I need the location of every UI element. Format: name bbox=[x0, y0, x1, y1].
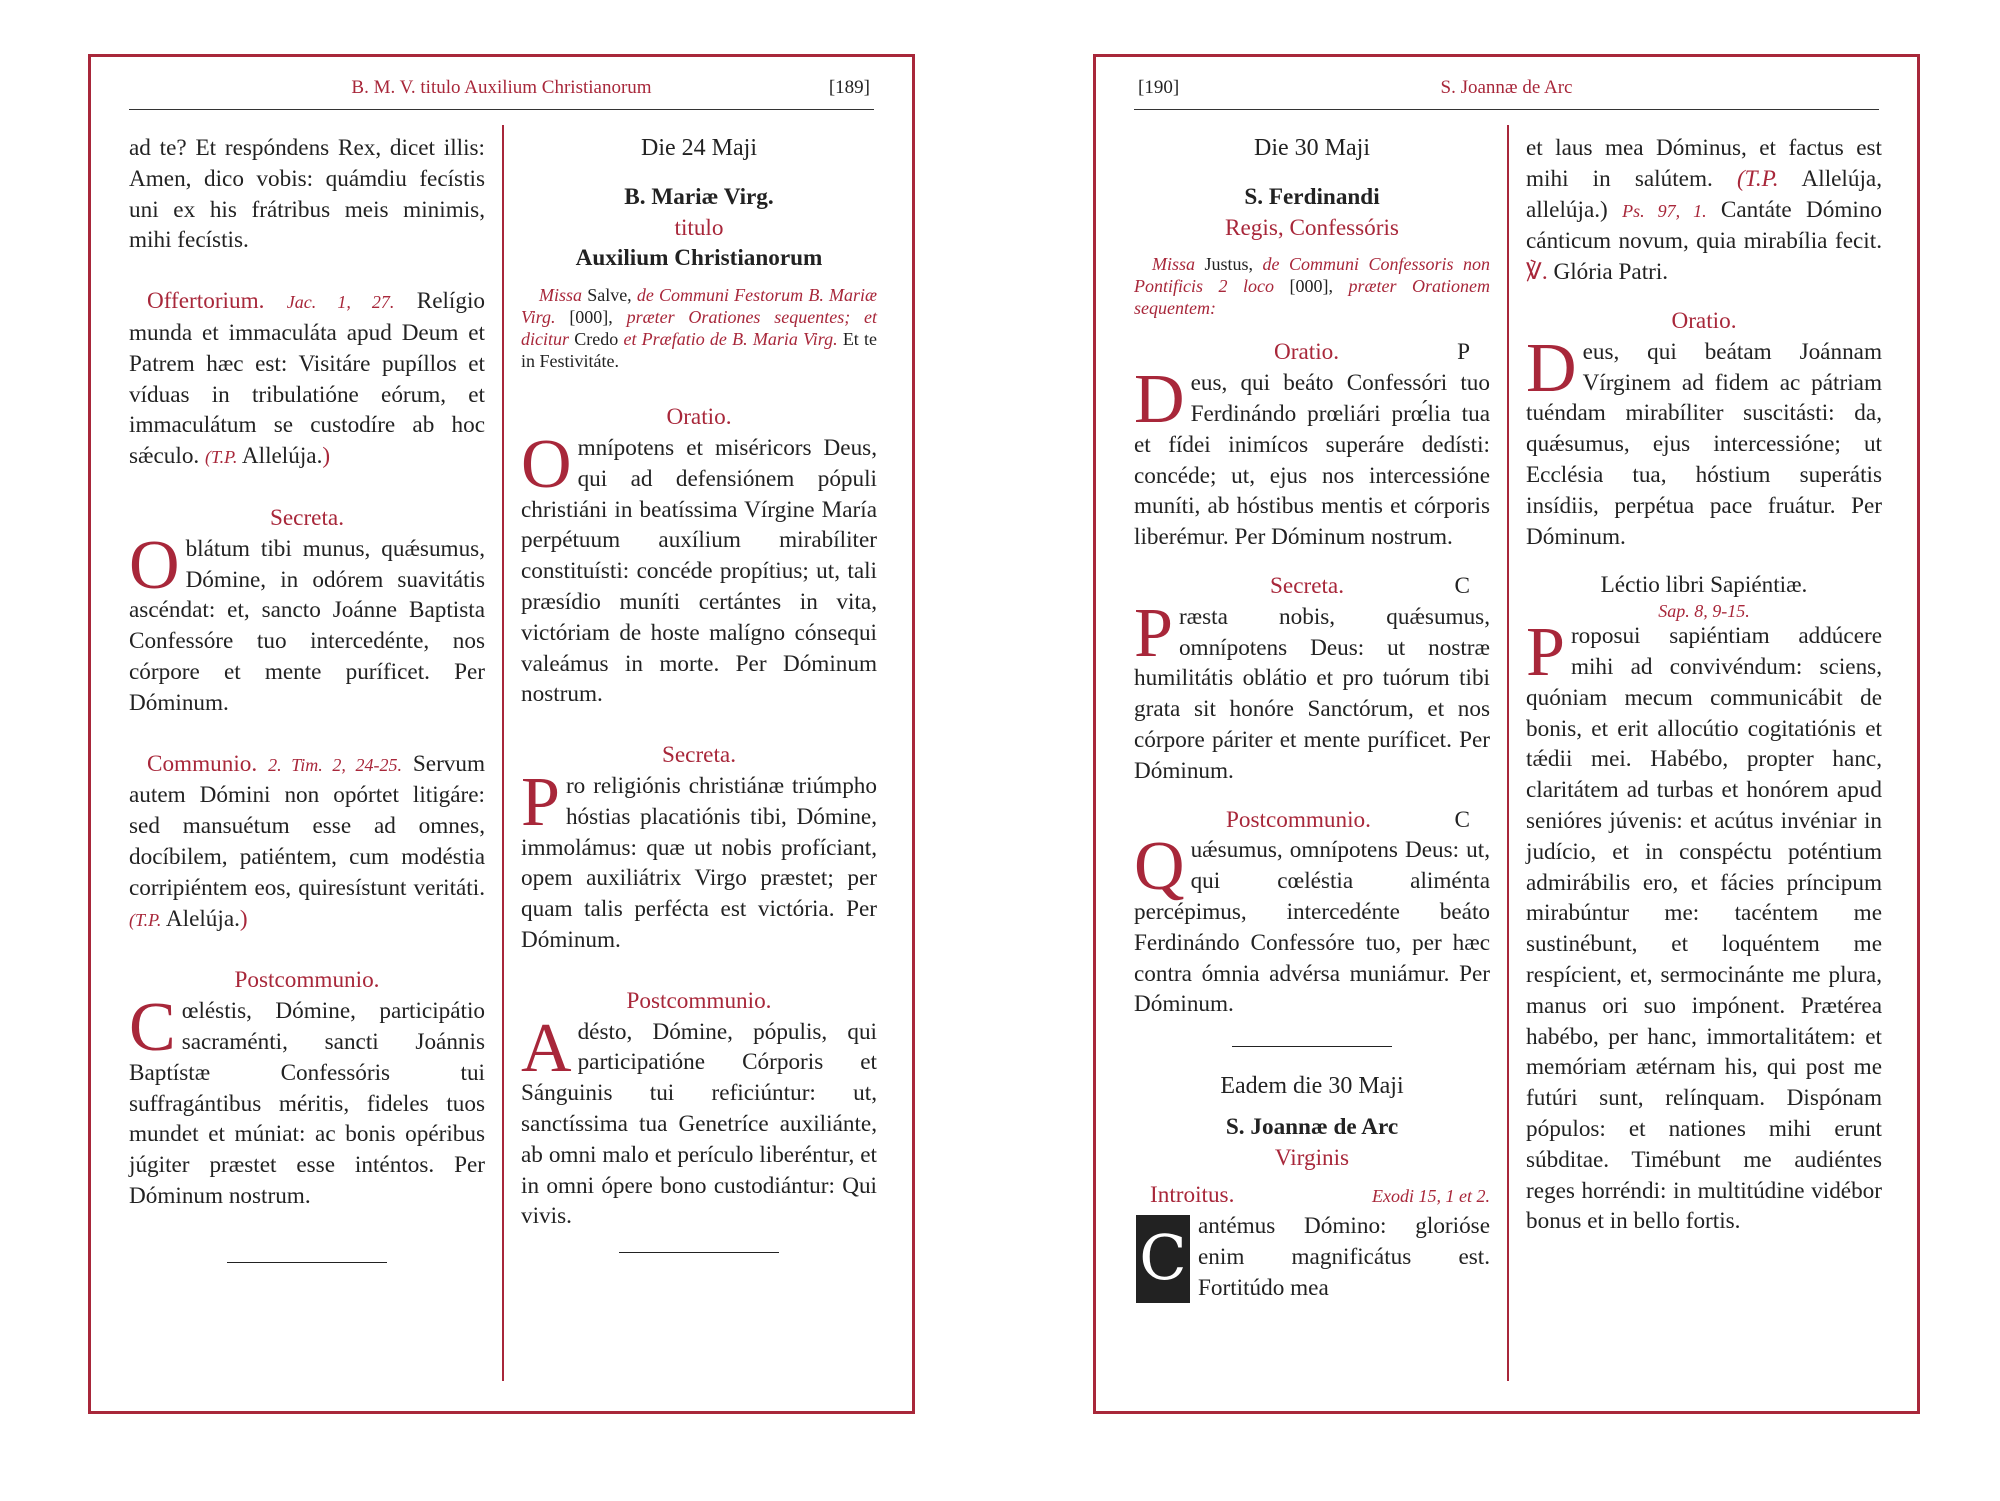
communio-section bbox=[129, 749, 485, 936]
tp-marker: (T.P. bbox=[1736, 165, 1779, 192]
rubric-page-ref: [000], bbox=[569, 307, 613, 328]
lectio-ref: Sap. 8, 9-15. bbox=[1658, 601, 1750, 622]
feast-title: B. Mariæ Virg. bbox=[624, 183, 774, 210]
postcommunio-text: œléstis, Dómine, participátio sacraménti, sancti Joánnis Baptístæ Confessóris tui suffragántibus méritis, fideles tuos mundet et múniat: ac bonis opéribus júgiter præstet esse inténtos. Per Dóminum nostrum. bbox=[129, 998, 485, 1209]
secreta-heading: Secreta. bbox=[1270, 572, 1345, 599]
tp-close: ) bbox=[239, 905, 248, 932]
introitus-continuation bbox=[1526, 133, 1882, 288]
postcommunio-text: désto, Dómine, pópulis, qui participatióne Córporis et Sánguinis tui reficiúntur: ut, sanctíssima tua Genetríce auxiliánte, ab omni malo et perículo liberéntur, et in omni ópere bono custodiántur: Qui vivis. bbox=[521, 1018, 877, 1230]
postcommunio-heading: Postcommunio. bbox=[626, 987, 772, 1014]
oratio-text: mnípotens et miséricors Deus, qui ad defensiónem pópuli christiáni in beatíssima Vírgine María perpétuum auxílium mirabíliter constituísti: concéde propítius; ut, tali præsídio muníti certántes in vita, victóriam de hoste malígno cónsequi valeámus in morte. Per Dóminum nostrum. bbox=[521, 434, 877, 708]
rubric-praeter: præter Orationem sequentem: bbox=[1134, 276, 1491, 319]
offertorium-label: Offertorium. bbox=[147, 288, 265, 315]
drop-cap: Q bbox=[1134, 828, 1185, 906]
tp-alleluia: Allelúja. bbox=[241, 443, 323, 470]
page-header bbox=[129, 67, 874, 110]
drop-cap: D bbox=[1526, 329, 1577, 407]
introitus-text: antémus Dómino: glorióse enim magnificátus est. Fortitúdo mea bbox=[1198, 1213, 1490, 1301]
mass-rubric bbox=[521, 284, 877, 372]
rubric-justus: Justus, bbox=[1204, 254, 1254, 275]
feast-subtitle: Virginis bbox=[1274, 1144, 1350, 1171]
postcommunio-heading-row bbox=[1134, 805, 1490, 836]
feast-title-line3: Auxilium Christianorum bbox=[575, 245, 823, 272]
introitus-heading: Introitus. bbox=[1150, 1181, 1235, 1208]
right-page bbox=[1093, 54, 1920, 1414]
section-end-rule bbox=[227, 1262, 387, 1263]
oratio-heading: Oratio. bbox=[666, 404, 732, 431]
secreta-text: ro religiónis christiánæ triúmpho hóstias placatiónis tibi, Dómine, immolámus: quæ ut nobis profíciant, opem auxiliátrix Virgo præstet; per quam talis perfécta est victória. Per Dóminum. bbox=[521, 772, 877, 953]
drop-cap: P bbox=[521, 763, 560, 841]
oratio-text: eus, qui beáto Confessóri tuo Ferdinándo prœliári prœ́lia tua et fídei inimícos superáre dedísti: concéde; ut, ejus nos intercessióne muníti, ab hóstibus mentis et córporis liberémur. Per Dóminum nostrum. bbox=[1134, 370, 1490, 551]
postcommunio-text-block bbox=[1134, 828, 1490, 1020]
lectio-text: roposui sapiéntiam addúcere mihi ad convivéndum: sciens, quóniam mecum communicábit de bonis, et erit allocútio cogitatiónis et tǽdii mei. Habébo, propter hanc, claritátem ad turbas et honórem apud senióres júvenis: et acútus invéniar in judício, et in conspéctu poténtium admirábilis ero, et fácies príncipum mirabúntur me: tacéntem me sustinébunt, et loquéntem me respícient, et, sermocinánte me plura, manus ori suo impónent. Prætérea habébo, per hanc, immortalitátem: et memóriam ætérnam his, qui post me futúri sunt, relínquam. Dispónam pópulos: et nationes mihi erunt súbditae. Timébunt me audiéntes reges horréndi: in multitúdine vidébor bonus et in bello fortis. bbox=[1526, 623, 1882, 1235]
secreta-heading: Secreta. bbox=[661, 742, 737, 769]
offertorium-ref: Jac. 1, 27. bbox=[286, 292, 395, 313]
tp-alleluia: Allelúja, allelúja.) bbox=[1526, 165, 1882, 223]
tp-close: ) bbox=[322, 443, 331, 470]
rubric-missa: Missa bbox=[1152, 254, 1196, 275]
secreta-heading-row bbox=[1134, 571, 1490, 602]
gospel-continuation: ad te? Et respóndens Rex, dicet illis: Amen, dico vobis: quámdiu fecístis uni ex his frátribus meis minimis, mihi fecístis. bbox=[129, 135, 485, 254]
secreta-text-block bbox=[1134, 594, 1490, 787]
offertorium-section bbox=[129, 286, 485, 473]
right-page-column-1 bbox=[1134, 133, 1490, 1304]
column-divider bbox=[502, 125, 504, 1381]
right-page-column-2 bbox=[1526, 133, 1882, 1237]
drop-cap: O bbox=[129, 526, 180, 604]
oratio-text-block bbox=[1526, 329, 1882, 553]
postcommunio-text: uǽsumus, omnípotens Deus: ut, qui cœléstia aliménta percépimus, intercedénte beáto Ferdinándo Confessóre tuo, per hæc contra ómnia advérsa muniámur. Per Dóminum. bbox=[1134, 837, 1490, 1018]
section-end-rule bbox=[619, 1252, 779, 1253]
offertorium-text: Relígio munda et immaculáta apud Deum et Patrem hæc est: Visitáre pupíllos et víduas in tribulatióne eórum, et immaculátum se custodíre ab hoc sǽculo. bbox=[129, 288, 486, 470]
page-number: [189] bbox=[828, 77, 870, 98]
oratio-heading: Oratio. bbox=[1671, 307, 1737, 334]
tp-marker: (T.P. bbox=[205, 447, 238, 468]
drop-cap: O bbox=[521, 425, 572, 503]
versicle-icon: ℣. bbox=[1526, 259, 1548, 286]
psalm-text: Cantáte Dómino cánticum novum, quia mirabília fecit. bbox=[1526, 196, 1883, 255]
postcommunio-heading: Postcommunio. bbox=[1226, 806, 1371, 833]
rubric-page-ref: [000], bbox=[1289, 276, 1334, 297]
left-page-column-1 bbox=[129, 133, 485, 1263]
postcommunio-mark: C bbox=[1454, 806, 1470, 833]
secreta-mark: C bbox=[1454, 572, 1470, 599]
feast-subtitle: Regis, Confessóris bbox=[1225, 214, 1399, 241]
secreta-text: blátum tibi munus, quǽsumus, Dómine, in odórem suavitátis ascéndat: et, sancto Joánne Baptista Confessóre tuo intercedénte, nos córpore et mente puríficet. Per Dóminum. bbox=[129, 535, 485, 716]
lectio-title: Léctio libri Sapiéntiæ. bbox=[1600, 572, 1808, 599]
postcommunio-text-block bbox=[521, 1009, 877, 1233]
psalm-ref: Ps. 97, 1. bbox=[1622, 200, 1707, 221]
communio-label: Communio. bbox=[147, 750, 258, 777]
secreta-text: ræsta nobis, quǽsumus, omnípotens Deus: ut nostræ humilitátis oblátio et pro tuórum tibi grata sit honóre Sanctórum, et nos córpore páriter et mente puríficet. Per Dóminum. bbox=[1134, 603, 1490, 784]
communio-text: Servum autem Dómini non opórtet litigáre: sed mansuétum esse ad omnes, docíbilem, patiéntem, cum modéstia corripiéntem eos, quiresístunt veritáti. bbox=[129, 750, 486, 901]
secreta-text-block bbox=[129, 526, 485, 719]
rubric-praeter: præter Orationes sequentes; et dicitur bbox=[521, 307, 878, 350]
feast-subtitle: titulo bbox=[674, 214, 724, 241]
feast-date: Die 30 Maji bbox=[1254, 135, 1370, 161]
drop-cap: P bbox=[1526, 614, 1565, 692]
feast-title: S. Joannæ de Arc bbox=[1225, 1113, 1399, 1140]
oratio-heading-row bbox=[1134, 337, 1490, 368]
oratio-heading: Oratio. bbox=[1274, 339, 1340, 366]
rubric-credo: Credo bbox=[574, 329, 619, 350]
page-header bbox=[1134, 67, 1879, 110]
rubric-missa: Missa bbox=[539, 285, 583, 306]
page-number: [190] bbox=[1138, 77, 1180, 98]
rubric-de-communi: de Communi Confessoris non Pontificis 2 loco bbox=[1134, 254, 1491, 297]
rubric-salve: Salve, bbox=[587, 285, 632, 306]
rubric-de-communi: de Communi Festorum B. Mariæ Virg. bbox=[521, 285, 878, 328]
running-head: B. M. V. titulo Auxilium Christianorum bbox=[351, 77, 652, 98]
left-page-column-2 bbox=[521, 133, 877, 1253]
drop-cap: C bbox=[129, 989, 176, 1067]
running-head: S. Joannæ de Arc bbox=[1440, 77, 1573, 98]
drop-cap: P bbox=[1134, 594, 1173, 672]
postcommunio-text-block bbox=[129, 989, 485, 1212]
feast-title: S. Ferdinandi bbox=[1244, 183, 1380, 210]
oratio-text: eus, qui beátam Joánnam Vírginem ad fidem ac pátriam tuéndam mirabíliter suscitásti: da, quǽsumus, ejus intercessióne; ut Ecclésia tua, hóstium superátis insídiis, perpétua pace fruátur. Per Dóminum. bbox=[1526, 338, 1882, 550]
column-divider bbox=[1507, 125, 1509, 1381]
communio-ref: 2. Tim. 2, 24-25. bbox=[268, 754, 402, 775]
rubric-praefatio: et Præfatio de B. Maria Virg. bbox=[623, 329, 838, 350]
ornate-initial: C bbox=[1136, 1215, 1190, 1303]
drop-cap: D bbox=[1134, 361, 1185, 439]
postcommunio-heading: Postcommunio. bbox=[234, 967, 380, 994]
rubric-et-te: Et te in Festivitáte. bbox=[521, 329, 878, 372]
introitus-cont-text: et laus mea Dóminus, et factus est mihi in salútem. bbox=[1526, 135, 1882, 192]
tp-marker: (T.P. bbox=[129, 909, 162, 930]
feast-date: Die 24 Maji bbox=[641, 135, 757, 161]
feast-date: Eadem die 30 Maji bbox=[1220, 1073, 1404, 1100]
oratio-text-block bbox=[1134, 361, 1490, 553]
gloria-patri: Glória Patri. bbox=[1553, 259, 1669, 286]
drop-cap: A bbox=[521, 1009, 572, 1087]
introitus-heading-row bbox=[1134, 1180, 1490, 1212]
secreta-heading: Secreta. bbox=[269, 504, 345, 531]
introitus-ref: Exodi 15, 1 et 2. bbox=[1372, 1185, 1490, 1206]
secreta-text-block bbox=[521, 763, 877, 956]
mass-rubric bbox=[1134, 253, 1490, 319]
oratio-mark: P bbox=[1457, 339, 1470, 366]
oratio-text-block bbox=[521, 425, 877, 710]
lectio-text-block bbox=[1526, 614, 1882, 1237]
introitus-text-block bbox=[1134, 1211, 1490, 1303]
tp-alleluia: Alelúja. bbox=[165, 905, 240, 932]
left-page bbox=[88, 54, 915, 1414]
